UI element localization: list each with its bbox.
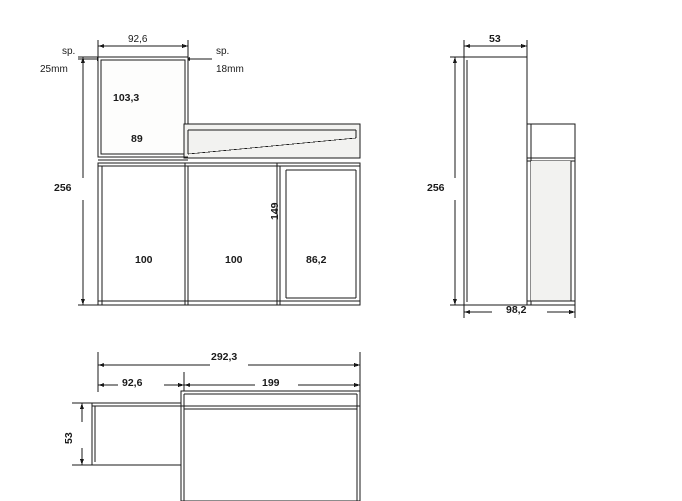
side-dim-top-width: 53 <box>489 33 501 45</box>
front-dim-bottom-2: 100 <box>225 254 243 266</box>
front-dim-bottom-3: 86,2 <box>306 254 327 266</box>
front-dim-top-width: 92,6 <box>128 34 148 45</box>
front-dim-mid-height: 149 <box>269 202 281 220</box>
top-dim-left-width: 92,6 <box>122 377 143 389</box>
top-dim-right-width: 199 <box>262 377 280 389</box>
front-thickness-right-label-2: 18mm <box>216 64 244 75</box>
front-dim-bottom-1: 100 <box>135 254 153 266</box>
top-dim-depth: 53 <box>63 432 75 444</box>
side-dim-height: 256 <box>427 182 445 194</box>
front-thickness-right-label-1: sp. <box>216 46 230 57</box>
side-dim-bottom-width: 98,2 <box>506 304 527 316</box>
front-thickness-left-label-1: sp. <box>62 46 76 57</box>
front-dim-inner-width: 89 <box>131 133 143 145</box>
front-thickness-left-label-2: 25mm <box>40 64 68 75</box>
top-view-outline <box>92 391 360 501</box>
front-dim-inner-height: 103,3 <box>113 92 140 104</box>
top-dim-total-width: 292,3 <box>211 351 238 363</box>
front-dim-total-height: 256 <box>54 182 72 194</box>
side-view-outline <box>464 57 575 305</box>
